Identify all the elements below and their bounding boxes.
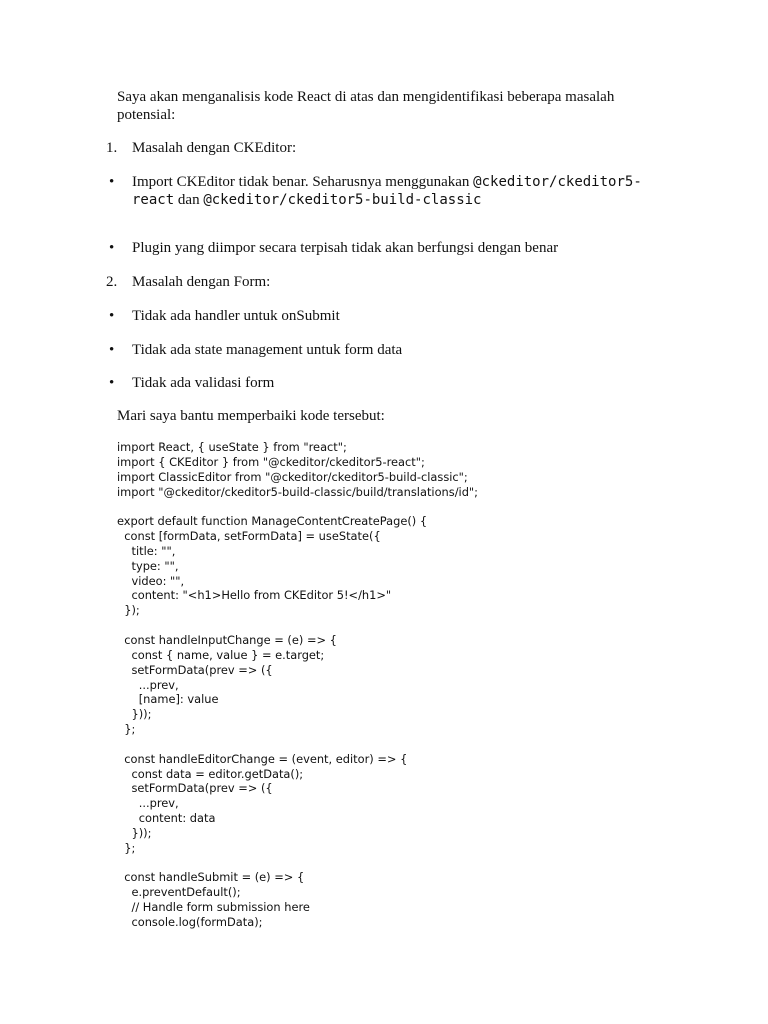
bullet-text <box>132 173 642 209</box>
code-block: import React, { useState } from "react"; import { CKEditor } from "@ckeditor/ckeditor5-react"; import ClassicEditor from "@ckeditor/ckeditor5-build-classic"; import "@ckeditor/ckeditor5-build-classic/build/translations/id"; export default function ManageContentCreatePage() { const [formData, setFormData] = useState({ title: "", type: "", video: "", content: "<h1>Hello from CKEditor 5!</h1>" }); const handleInputChange = (e) => { const { name, value } = e.target; setFormData(prev => ({ ...prev, [name]: value })); }; const handleEditorChange = (event, editor) => { const data = editor.getData(); setFormData(prev => ({ ...prev, content: data })); }; const handleSubmit = (e) => { e.preventDefault(); // Handle form submission here console.log(formData); <box>117 440 479 929</box>
bullet-text: Plugin yang diimpor secara terpisah tidak akan berfungsi dengan benar <box>132 240 559 256</box>
bullet-icon: • <box>109 240 115 256</box>
list-number: 1. <box>106 140 118 156</box>
inline-code: @ckeditor/ckeditor5-react <box>132 174 642 208</box>
bullet-text-prefix: Import CKEditor tidak benar. Seharusnya menggunakan <box>132 174 474 190</box>
bullet-icon: • <box>109 342 115 358</box>
bullet-text: Tidak ada handler untuk onSubmit <box>132 308 340 324</box>
closing-paragraph: Mari saya bantu memperbaiki kode tersebut: <box>117 408 385 424</box>
inline-code: @ckeditor/ckeditor5-build-classic <box>203 192 482 208</box>
numbered-item-title: Masalah dengan Form: <box>132 274 271 290</box>
bullet-icon: • <box>109 174 115 190</box>
intro-paragraph: Saya akan menganalisis kode React di atas dan mengidentifikasi beberapa masalah potensial: <box>117 89 615 123</box>
bullet-icon: • <box>109 308 115 324</box>
bullet-text-middle: dan <box>174 192 204 208</box>
bullet-icon: • <box>109 375 115 391</box>
bullet-text: Tidak ada state management untuk form data <box>132 342 403 358</box>
list-number: 2. <box>106 274 118 290</box>
numbered-item-title: Masalah dengan CKEditor: <box>132 140 297 156</box>
bullet-text: Tidak ada validasi form <box>132 375 275 391</box>
